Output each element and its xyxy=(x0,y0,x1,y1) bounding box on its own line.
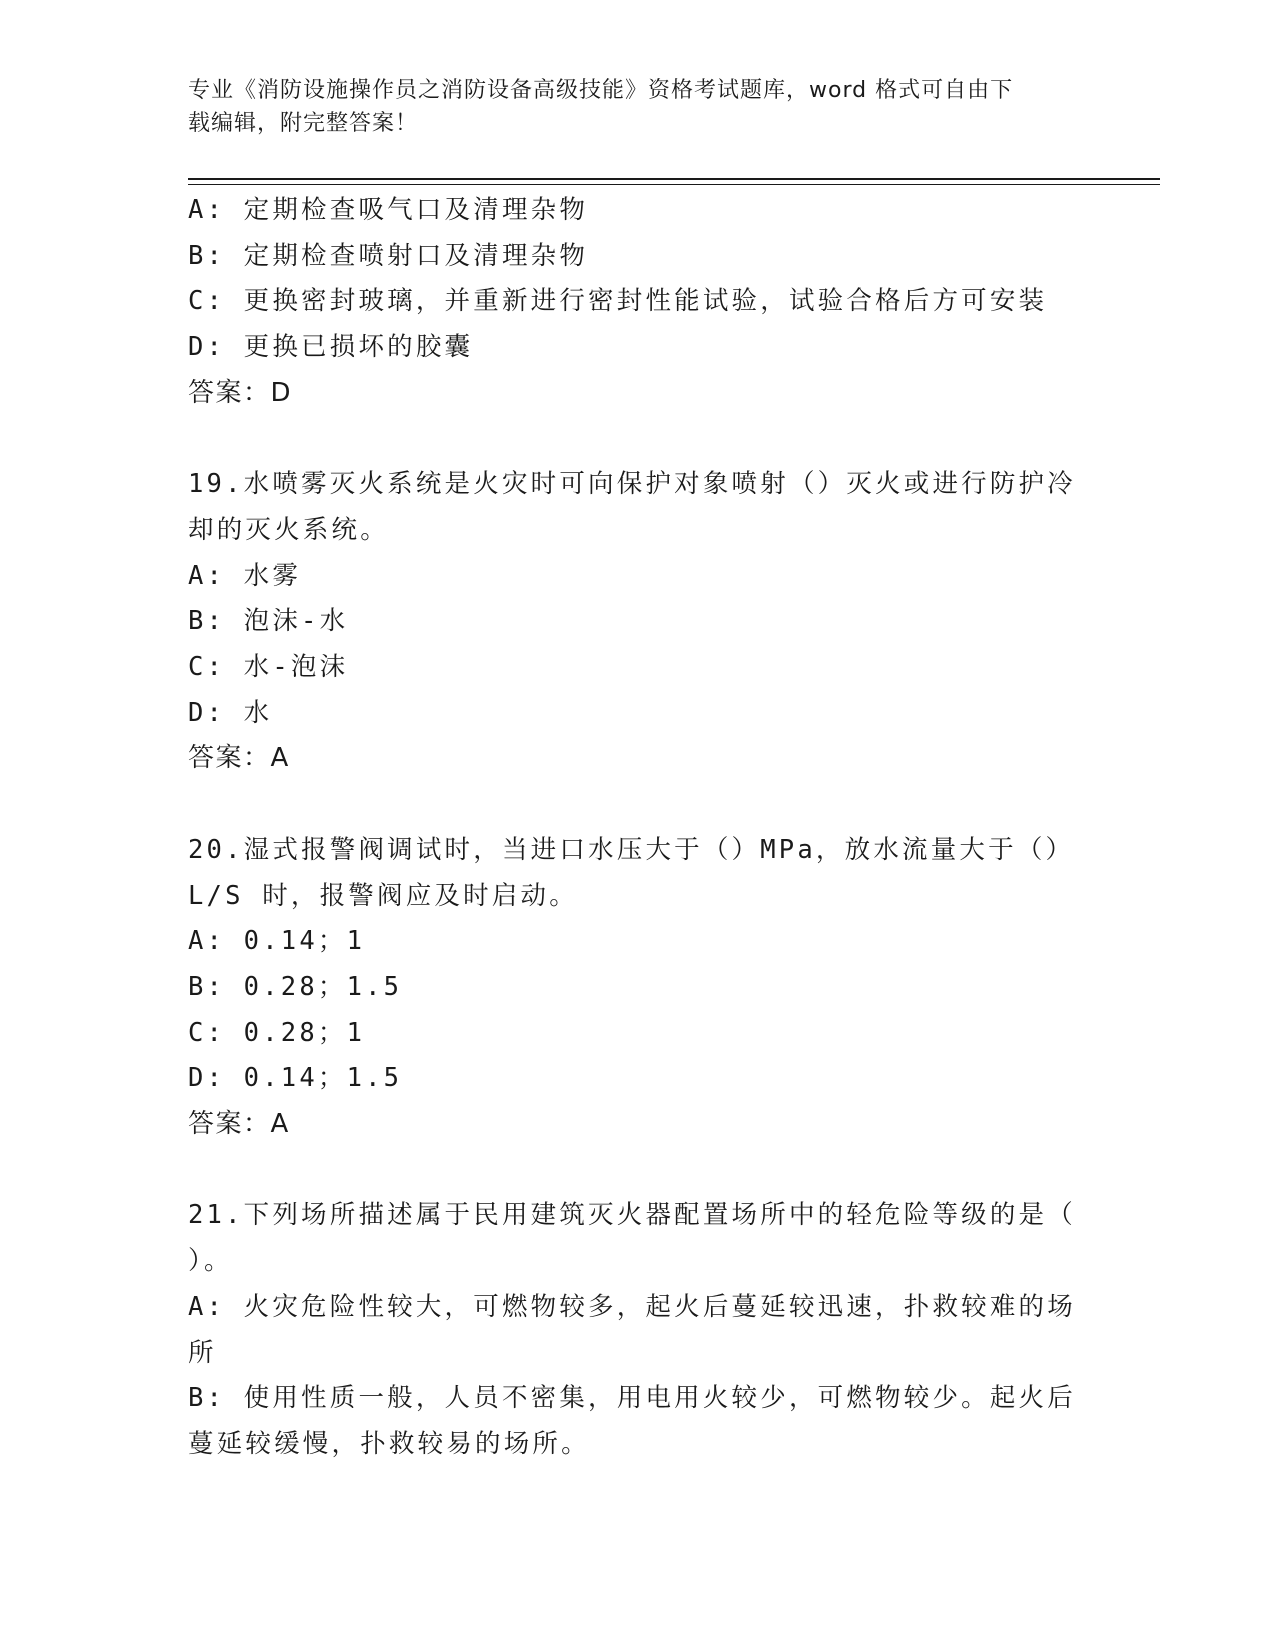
q19-option-d: D: 水 xyxy=(188,697,273,728)
q20-option-c: C: 0.28；1 xyxy=(188,1017,366,1048)
question-18 xyxy=(188,188,1078,417)
spacer xyxy=(188,417,1078,463)
q20-option-d: D: 0.14；1.5 xyxy=(188,1063,403,1094)
q19-stem-line-1: 19.水喷雾灭火系统是火灾时可向保护对象喷射（）灭火或进行防护冷 xyxy=(188,469,1076,500)
q19-option-a: A: 水雾 xyxy=(188,560,302,591)
q19-answer: 答案：A xyxy=(188,743,290,774)
q20-stem-line-2: L/S 时，报警阀应及时启动。 xyxy=(188,880,578,911)
q21-option-a-line-1: A: 火灾危险性较大，可燃物较多，起火后蔓延较迅速，扑救较难的场 xyxy=(188,1291,1076,1322)
q18-option-c: C: 更换密封玻璃，并重新进行密封性能试验，试验合格后方可安装 xyxy=(188,286,1048,317)
q19-option-b: B: 泡沫-水 xyxy=(188,606,349,637)
question-19 xyxy=(188,462,1078,782)
q20-option-b: B: 0.28；1.5 xyxy=(188,971,403,1002)
q18-option-b: B: 定期检查喷射口及清理杂物 xyxy=(188,240,589,271)
document-header xyxy=(188,74,1088,140)
q20-option-a: A: 0.14；1 xyxy=(188,926,366,957)
question-content xyxy=(188,188,1078,1468)
spacer xyxy=(188,1148,1078,1194)
q21-option-b-line-1: B: 使用性质一般，人员不密集，用电用火较少，可燃物较少。起火后 xyxy=(188,1383,1076,1414)
q21-stem-line-2: ）。 xyxy=(188,1246,233,1277)
question-21 xyxy=(188,1193,1078,1467)
q21-option-b-line-2: 蔓延较缓慢，扑救较易的场所。 xyxy=(188,1428,590,1459)
header-divider-thick xyxy=(188,178,1160,180)
q20-stem-line-1: 20.湿式报警阀调试时，当进口水压大于（）MPa，放水流量大于（） xyxy=(188,834,1075,865)
q21-stem-line-1: 21.下列场所描述属于民用建筑灭火器配置场所中的轻危险等级的是（ xyxy=(188,1200,1076,1231)
spacer xyxy=(188,782,1078,828)
q19-stem-line-2: 却的灭火系统。 xyxy=(188,514,389,545)
header-divider-thin xyxy=(188,184,1160,185)
q19-option-c: C: 水-泡沫 xyxy=(188,652,349,683)
q18-answer: 答案：D xyxy=(188,377,293,408)
q20-answer: 答案：A xyxy=(188,1109,290,1140)
q21-option-a-line-2: 所 xyxy=(188,1337,217,1368)
q18-option-a: A: 定期检查吸气口及清理杂物 xyxy=(188,195,589,225)
question-20 xyxy=(188,828,1078,1148)
header-line-2: 载编辑，附完整答案！ xyxy=(188,111,419,136)
q18-option-d: D: 更换已损坏的胶囊 xyxy=(188,332,474,363)
header-line-1: 专业《消防设施操作员之消防设备高级技能》资格考试题库，word 格式可自由下 xyxy=(188,78,1014,103)
